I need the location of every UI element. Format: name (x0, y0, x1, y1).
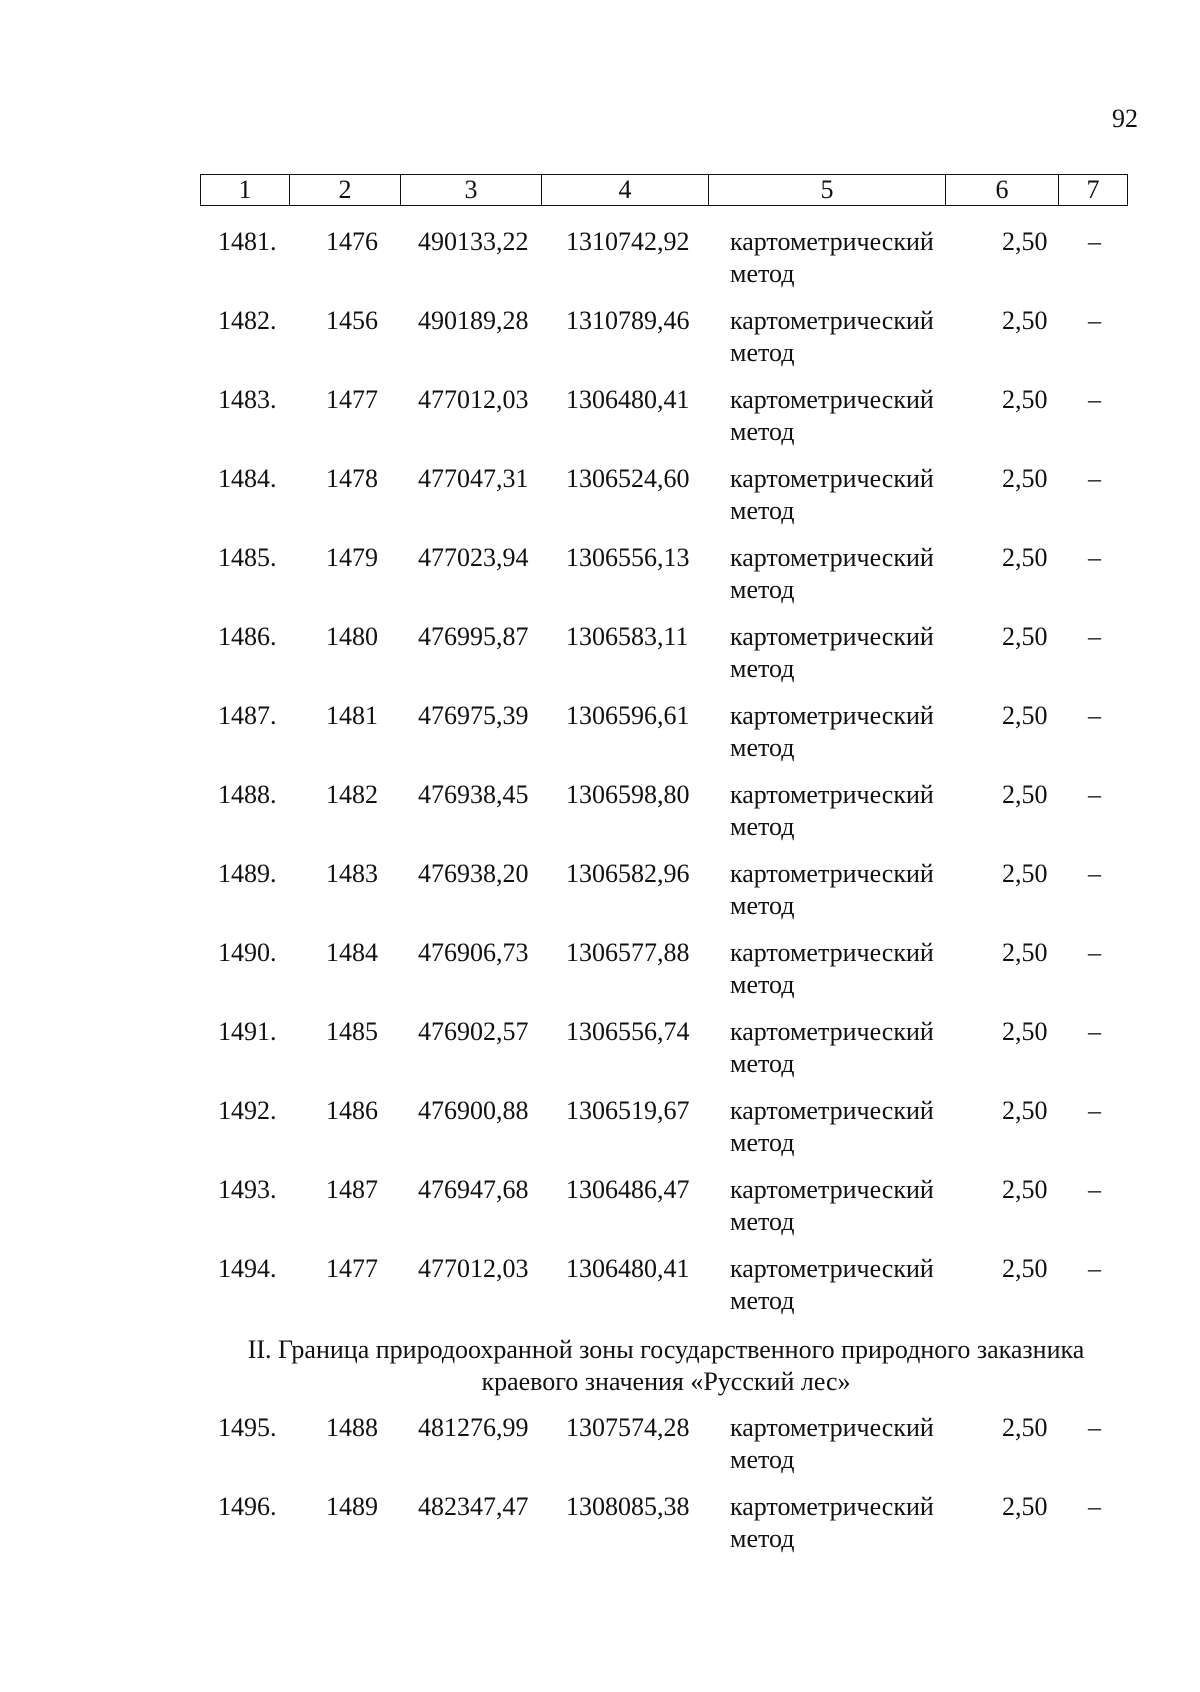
method-cell (730, 1412, 934, 1476)
section-title (200, 1334, 1132, 1398)
table-row (200, 700, 1132, 779)
method-cell (730, 858, 934, 922)
point-id-cell: 1484 (326, 938, 378, 967)
point-id-cell: 1481 (326, 701, 378, 730)
method-line-1: картометрический (730, 780, 934, 809)
description-cell: – (1088, 938, 1101, 967)
description-cell: – (1088, 1096, 1101, 1125)
point-id-cell: 1480 (326, 622, 378, 651)
coord-x-cell: 476938,45 (418, 780, 529, 809)
point-id-cell: 1483 (326, 859, 378, 888)
coord-y-cell: 1306596,61 (566, 701, 690, 730)
header-cell-3: 3 (401, 175, 542, 206)
coord-y-cell: 1306598,80 (566, 780, 690, 809)
column-number-header (200, 174, 1128, 206)
accuracy-cell: 2,50 (1002, 780, 1048, 809)
method-line-1: картометрический (730, 1413, 934, 1442)
method-line-1: картометрический (730, 306, 934, 335)
point-number-cell: 1488. (218, 780, 277, 809)
table-row (200, 226, 1132, 305)
accuracy-cell: 2,50 (1002, 227, 1048, 256)
point-id-cell: 1489 (326, 1492, 378, 1521)
accuracy-cell: 2,50 (1002, 1492, 1048, 1521)
point-number-cell: 1489. (218, 859, 277, 888)
point-number-cell: 1495. (218, 1413, 277, 1442)
method-line-1: картометрический (730, 464, 934, 493)
point-number-cell: 1485. (218, 543, 277, 572)
table-row (200, 1174, 1132, 1253)
method-cell (730, 700, 934, 764)
accuracy-cell: 2,50 (1002, 543, 1048, 572)
method-line-1: картометрический (730, 701, 934, 730)
coord-x-cell: 476975,39 (418, 701, 529, 730)
method-cell (730, 1174, 934, 1238)
point-number-cell: 1490. (218, 938, 277, 967)
point-number-cell: 1484. (218, 464, 277, 493)
accuracy-cell: 2,50 (1002, 1017, 1048, 1046)
table-row (200, 1253, 1132, 1332)
point-number-cell: 1492. (218, 1096, 277, 1125)
point-id-cell: 1456 (326, 306, 378, 335)
coord-y-cell: 1306556,74 (566, 1017, 690, 1046)
coord-x-cell: 481276,99 (418, 1413, 529, 1442)
coordinates-block-2 (200, 1412, 1132, 1570)
description-cell: – (1088, 1413, 1101, 1442)
method-cell (730, 305, 934, 369)
point-number-cell: 1496. (218, 1492, 277, 1521)
method-line-2: метод (730, 654, 795, 683)
point-id-cell: 1488 (326, 1413, 378, 1442)
accuracy-cell: 2,50 (1002, 1413, 1048, 1442)
coord-y-cell: 1306583,11 (566, 622, 689, 651)
coord-x-cell: 477047,31 (418, 464, 529, 493)
method-line-1: картометрический (730, 859, 934, 888)
table-row (200, 1095, 1132, 1174)
description-cell: – (1088, 1175, 1101, 1204)
table-row (200, 305, 1132, 384)
coord-x-cell: 476902,57 (418, 1017, 529, 1046)
method-line-1: картометрический (730, 1096, 934, 1125)
table-row (200, 621, 1132, 700)
description-cell: – (1088, 306, 1101, 335)
method-line-1: картометрический (730, 622, 934, 651)
header-cell-4: 4 (542, 175, 709, 206)
coord-x-cell: 476906,73 (418, 938, 529, 967)
point-id-cell: 1485 (326, 1017, 378, 1046)
method-line-1: картометрический (730, 1175, 934, 1204)
header-row (201, 175, 1128, 206)
description-cell: – (1088, 1254, 1101, 1283)
coord-y-cell: 1306486,47 (566, 1175, 690, 1204)
coordinates-list (200, 226, 1132, 1570)
method-cell (730, 937, 934, 1001)
page-number: 92 (1112, 104, 1138, 133)
coord-y-cell: 1310742,92 (566, 227, 690, 256)
method-cell (730, 1253, 934, 1317)
method-line-2: метод (730, 496, 795, 525)
table-row (200, 542, 1132, 621)
accuracy-cell: 2,50 (1002, 701, 1048, 730)
method-line-1: картометрический (730, 1017, 934, 1046)
point-number-cell: 1491. (218, 1017, 277, 1046)
accuracy-cell: 2,50 (1002, 859, 1048, 888)
coord-y-cell: 1308085,38 (566, 1492, 690, 1521)
method-line-2: метод (730, 1207, 795, 1236)
point-number-cell: 1494. (218, 1254, 277, 1283)
table-row (200, 779, 1132, 858)
table-row (200, 1412, 1132, 1491)
header-cell-5: 5 (709, 175, 946, 206)
table-row (200, 1491, 1132, 1570)
description-cell: – (1088, 1492, 1101, 1521)
description-cell: – (1088, 227, 1101, 256)
table-row (200, 937, 1132, 1016)
method-cell (730, 463, 934, 527)
point-number-cell: 1483. (218, 385, 277, 414)
method-line-2: метод (730, 891, 795, 920)
coord-x-cell: 476900,88 (418, 1096, 529, 1125)
header-cell-1: 1 (201, 175, 290, 206)
method-line-2: метод (730, 1524, 795, 1553)
description-cell: – (1088, 780, 1101, 809)
point-id-cell: 1479 (326, 543, 378, 572)
coord-x-cell: 490189,28 (418, 306, 529, 335)
coord-x-cell: 477012,03 (418, 1254, 529, 1283)
method-cell (730, 621, 934, 685)
coord-x-cell: 477023,94 (418, 543, 529, 572)
method-line-2: метод (730, 733, 795, 762)
description-cell: – (1088, 464, 1101, 493)
method-line-1: картометрический (730, 543, 934, 572)
accuracy-cell: 2,50 (1002, 306, 1048, 335)
coord-y-cell: 1306556,13 (566, 543, 690, 572)
description-cell: – (1088, 1017, 1101, 1046)
header-cell-2: 2 (290, 175, 401, 206)
coord-y-cell: 1310789,46 (566, 306, 690, 335)
accuracy-cell: 2,50 (1002, 938, 1048, 967)
method-line-2: метод (730, 812, 795, 841)
method-line-1: картометрический (730, 1492, 934, 1521)
method-line-1: картометрический (730, 1254, 934, 1283)
header-cell-7: 7 (1059, 175, 1128, 206)
method-cell (730, 226, 934, 290)
method-line-1: картометрический (730, 227, 934, 256)
accuracy-cell: 2,50 (1002, 1096, 1048, 1125)
method-cell (730, 1095, 934, 1159)
method-line-2: метод (730, 417, 795, 446)
method-cell (730, 1016, 934, 1080)
description-cell: – (1088, 701, 1101, 730)
method-line-1: картометрический (730, 938, 934, 967)
description-cell: – (1088, 859, 1101, 888)
coord-x-cell: 476938,20 (418, 859, 529, 888)
point-number-cell: 1482. (218, 306, 277, 335)
accuracy-cell: 2,50 (1002, 1175, 1048, 1204)
coord-y-cell: 1306480,41 (566, 385, 690, 414)
accuracy-cell: 2,50 (1002, 622, 1048, 651)
point-id-cell: 1487 (326, 1175, 378, 1204)
point-id-cell: 1477 (326, 1254, 378, 1283)
table-row (200, 463, 1132, 542)
coord-y-cell: 1306480,41 (566, 1254, 690, 1283)
method-cell (730, 779, 934, 843)
method-line-2: метод (730, 970, 795, 999)
point-number-cell: 1481. (218, 227, 277, 256)
point-id-cell: 1486 (326, 1096, 378, 1125)
point-number-cell: 1487. (218, 701, 277, 730)
point-number-cell: 1486. (218, 622, 277, 651)
description-cell: – (1088, 385, 1101, 414)
method-line-2: метод (730, 338, 795, 367)
section-title-line-2: краевого значения «Русский лес» (481, 1367, 851, 1396)
table-row (200, 858, 1132, 937)
coord-x-cell: 490133,22 (418, 227, 529, 256)
coord-x-cell: 476947,68 (418, 1175, 529, 1204)
point-id-cell: 1476 (326, 227, 378, 256)
point-number-cell: 1493. (218, 1175, 277, 1204)
coord-x-cell: 477012,03 (418, 385, 529, 414)
accuracy-cell: 2,50 (1002, 464, 1048, 493)
coord-y-cell: 1306582,96 (566, 859, 690, 888)
point-id-cell: 1478 (326, 464, 378, 493)
method-cell (730, 384, 934, 448)
method-line-2: метод (730, 1286, 795, 1315)
method-line-2: метод (730, 575, 795, 604)
description-cell: – (1088, 622, 1101, 651)
coord-x-cell: 476995,87 (418, 622, 529, 651)
method-line-2: метод (730, 1128, 795, 1157)
header-cell-6: 6 (946, 175, 1059, 206)
table-row (200, 384, 1132, 463)
coord-x-cell: 482347,47 (418, 1492, 529, 1521)
method-line-2: метод (730, 259, 795, 288)
coordinates-block-1 (200, 226, 1132, 1332)
method-cell (730, 1491, 934, 1555)
coord-y-cell: 1306524,60 (566, 464, 690, 493)
method-line-2: метод (730, 1049, 795, 1078)
point-id-cell: 1477 (326, 385, 378, 414)
accuracy-cell: 2,50 (1002, 1254, 1048, 1283)
coord-y-cell: 1307574,28 (566, 1413, 690, 1442)
section-title-line-1: II. Граница природоохранной зоны государственного природного заказника (247, 1335, 1085, 1364)
table-row (200, 1016, 1132, 1095)
point-id-cell: 1482 (326, 780, 378, 809)
coord-y-cell: 1306577,88 (566, 938, 690, 967)
method-cell (730, 542, 934, 606)
method-line-2: метод (730, 1445, 795, 1474)
method-line-1: картометрический (730, 385, 934, 414)
description-cell: – (1088, 543, 1101, 572)
coord-y-cell: 1306519,67 (566, 1096, 690, 1125)
accuracy-cell: 2,50 (1002, 385, 1048, 414)
